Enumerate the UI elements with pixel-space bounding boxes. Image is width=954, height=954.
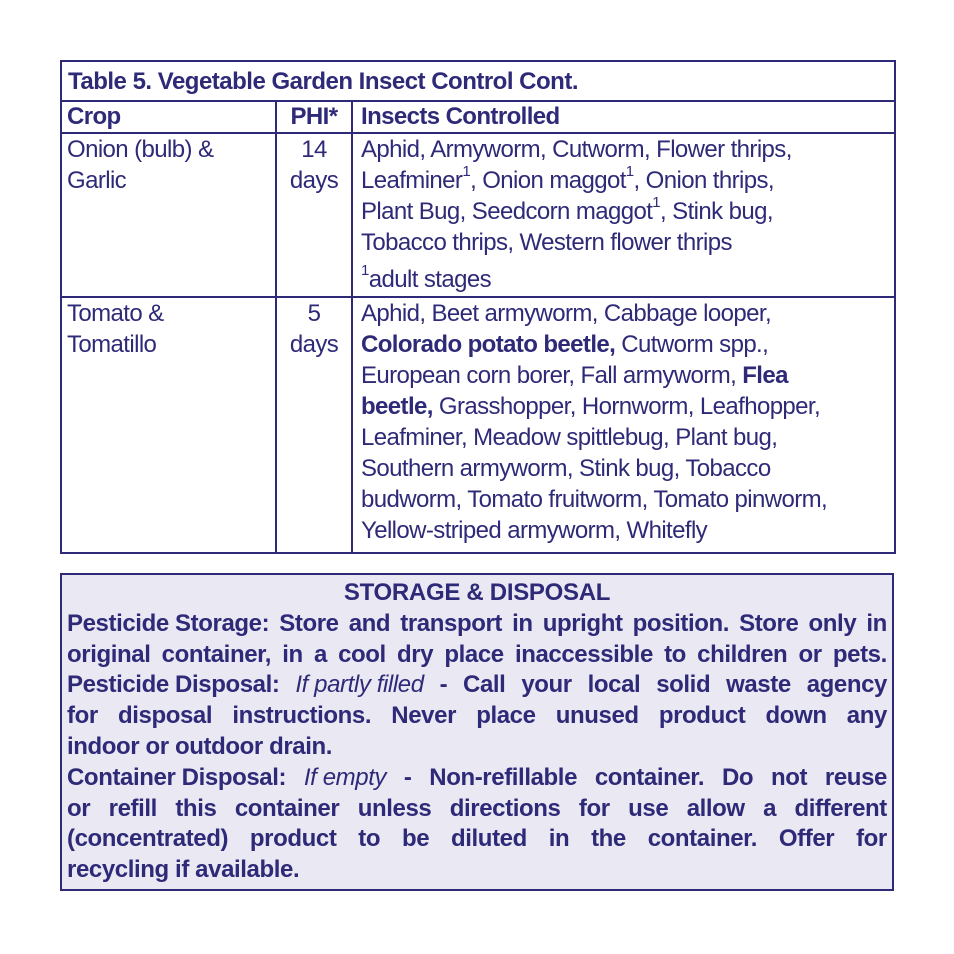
insect-text-bold: beetle, (361, 393, 433, 420)
insects-line: Southern armyworm, Stink bug, Tobacco (361, 455, 771, 482)
storage-word: cool (338, 640, 386, 668)
phi-cell (277, 134, 353, 296)
storage-word: only (808, 609, 857, 637)
header-phi: PHI* (277, 102, 353, 132)
crop-line: Tomatillo (67, 331, 157, 358)
storage-word: in (282, 640, 303, 668)
insect-text: , Onion maggot (470, 167, 626, 194)
insect-text: Cutworm spp., (615, 331, 769, 358)
storage-word: dry (397, 640, 434, 668)
footnote-marker: 1 (652, 194, 661, 211)
insect-control-table (60, 60, 896, 554)
container-word: for (578, 794, 610, 822)
footnote-marker: 1 (361, 262, 369, 279)
phi-value: 14 (301, 136, 327, 163)
pesticide-disposal-text: indoor or outdoor drain. (67, 732, 333, 760)
storage-title: STORAGE & DISPOSAL (343, 579, 611, 606)
insect-text-bold: Colorado potato beetle, (361, 331, 616, 358)
insect-text: Grasshopper, Hornworm, Leafhopper, (432, 393, 821, 420)
container-disposal-line-4 (67, 855, 887, 886)
disposal-word: unused (555, 702, 639, 730)
storage-word: in (512, 609, 533, 637)
container-word: Non-refillable (429, 763, 578, 791)
insects-line (361, 329, 890, 360)
insect-text-bold: Flea (742, 362, 788, 389)
container-word: this (175, 794, 217, 822)
container-disposal-text: recycling if available. (67, 856, 300, 884)
pesticide-disposal-line-1 (67, 670, 887, 701)
insects-cell (353, 298, 894, 552)
storage-word: transport (400, 609, 503, 637)
container-word: - (403, 763, 412, 791)
table-header-row (62, 102, 894, 134)
container-word: or (67, 794, 91, 822)
table-row-onion-garlic (62, 134, 894, 298)
footnote (361, 264, 890, 295)
disposal-word: any (846, 702, 887, 730)
insects-line: Tobacco thrips, Western flower thrips (361, 229, 732, 256)
storage-word: pets. (832, 640, 887, 668)
insect-text: Plant Bug, Seedcorn maggot (361, 198, 653, 225)
disposal-word: for (67, 702, 98, 730)
disposal-word: solid (656, 671, 711, 699)
header-crop: Crop (62, 102, 277, 132)
crop-cell (62, 134, 277, 296)
insects-line (361, 165, 890, 196)
container-word: be (401, 825, 430, 853)
container-word: for (856, 825, 887, 853)
insects-line: Aphid, Beet armyworm, Cabbage looper, (361, 300, 772, 327)
container-word: in (548, 825, 570, 853)
storage-word: Store (739, 609, 799, 637)
disposal-word: place (476, 702, 536, 730)
pesticide-storage-label: Pesticide Storage: (67, 609, 270, 637)
container-word: Offer (778, 825, 835, 853)
storage-word: inaccessible (514, 640, 653, 668)
container-word: different (794, 794, 887, 822)
container-disposal-line-3 (67, 824, 887, 855)
disposal-word: Call (463, 671, 506, 699)
container-disposal-line-2 (67, 794, 887, 825)
disposal-word: instructions. (232, 702, 372, 730)
disposal-word: disposal (117, 702, 213, 730)
crop-line: Tomato & (67, 300, 164, 327)
container-word: refill (108, 794, 157, 822)
insect-text: , Onion thrips, (633, 167, 774, 194)
storage-word: container, (161, 640, 272, 668)
insect-text: , Stink bug, (660, 198, 773, 225)
insects-line: budworm, Tomato fruitworm, Tomato pinworm, (361, 486, 828, 513)
container-disposal-label: Container Disposal: (67, 763, 287, 791)
disposal-word: - (439, 671, 448, 699)
disposal-word: local (587, 671, 641, 699)
footnote-marker: 1 (462, 163, 471, 180)
disposal-word: product (658, 702, 746, 730)
insects-line: Leafminer, Meadow spittlebug, Plant bug, (361, 424, 778, 451)
container-word: container (234, 794, 340, 822)
insects-cell (353, 134, 894, 296)
container-word: diluted (451, 825, 527, 853)
insects-line (361, 196, 890, 227)
container-disposal-condition: If empty (303, 763, 387, 791)
phi-unit: days (289, 331, 339, 358)
storage-disposal-box (60, 573, 894, 891)
container-word: container. (647, 825, 758, 853)
phi-unit: days (289, 167, 339, 194)
storage-word: and (348, 609, 391, 637)
pesticide-disposal-line-3 (67, 732, 887, 763)
container-word: to (358, 825, 381, 853)
storage-word: original (67, 640, 151, 668)
container-word: (concentrated) (67, 825, 229, 853)
storage-word: position. (632, 609, 730, 637)
disposal-word: your (521, 671, 572, 699)
disposal-word: down (765, 702, 827, 730)
crop-cell (62, 298, 277, 552)
disposal-word: waste (726, 671, 791, 699)
container-word: directions (449, 794, 561, 822)
phi-cell (277, 298, 353, 552)
container-word: the (591, 825, 626, 853)
container-word: Do (722, 763, 754, 791)
insect-text: European corn borer, Fall armyworm, (361, 362, 743, 389)
container-word: product (249, 825, 337, 853)
table-caption: Table 5. Vegetable Garden Insect Control Cont. (62, 62, 894, 102)
container-word: unless (357, 794, 432, 822)
phi-value: 5 (307, 300, 321, 327)
container-word: allow (686, 794, 745, 822)
footnote-text: adult stages (368, 266, 491, 293)
insect-text: Leafminer (361, 167, 463, 194)
container-disposal-line-1 (67, 763, 887, 794)
disposal-word: agency (806, 671, 887, 699)
crop-line: Onion (bulb) & (67, 136, 214, 163)
disposal-word: Never (391, 702, 457, 730)
storage-word: to (664, 640, 686, 668)
pesticide-storage-line-2 (67, 640, 887, 671)
crop-line: Garlic (67, 167, 127, 194)
storage-word: in (866, 609, 887, 637)
pesticide-disposal-line-2 (67, 701, 887, 732)
container-word: use (628, 794, 669, 822)
storage-word: place (444, 640, 504, 668)
storage-word: upright (542, 609, 623, 637)
insects-line (361, 360, 890, 391)
container-word: not (771, 763, 808, 791)
insects-line (361, 391, 890, 422)
pesticide-disposal-label: Pesticide Disposal: (67, 671, 280, 699)
storage-word: Store (279, 609, 339, 637)
storage-word: children (697, 640, 788, 668)
container-word: reuse (824, 763, 887, 791)
pesticide-storage-line-1 (67, 609, 887, 640)
storage-word: a (313, 640, 327, 668)
insects-line: Aphid, Armyworm, Cutworm, Flower thrips, (361, 136, 792, 163)
pesticide-disposal-condition: If partly filled (295, 671, 424, 699)
storage-word: or (798, 640, 822, 668)
table-row-tomato-tomatillo (62, 298, 894, 552)
header-insects-controlled: Insects Controlled (361, 103, 560, 130)
insects-line: Yellow-striped armyworm, Whitefly (361, 517, 708, 544)
container-word: container. (594, 763, 705, 791)
container-word: a (763, 794, 777, 822)
footnote-marker: 1 (625, 163, 634, 180)
